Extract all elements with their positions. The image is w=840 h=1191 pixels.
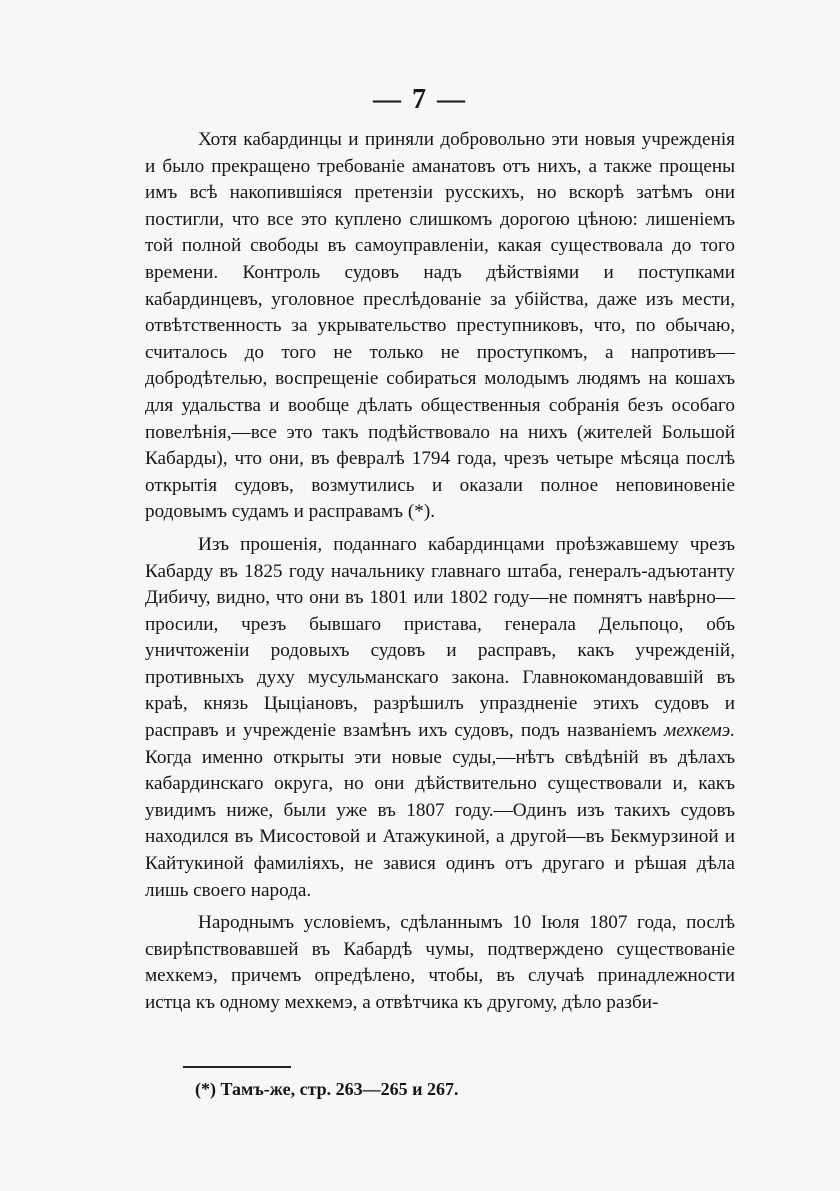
paragraph-2-tail: Когда именно открыты эти новые суды,—нѣтъ свѣдѣній въ дѣлахъ кабардинскаго округа, но они дѣйствительно существовали и, какъ увидимъ ниже, были уже въ 1807 году.—Одинъ изъ такихъ судовъ находился въ Мисостовой и Атажукиной, а другой—въ Бекмурзиной и Кайтукиной фамиліяхъ, не завися одинъ отъ другаго и рѣшая дѣла лишь своего народа. bbox=[145, 746, 735, 901]
paragraph-2 bbox=[145, 532, 735, 904]
footnote: (*) Тамъ-же, стр. 263—265 и 267. bbox=[195, 1079, 459, 1099]
paragraph-2-italic-term: мехкемэ. bbox=[663, 720, 736, 742]
page-number: — 7 — bbox=[373, 84, 467, 115]
paragraph-1: Хотя кабардинцы и приняли добровольно эти новыя учрежденія и было прекращено требованіе аманатовъ отъ нихъ, а также прощены имъ всѣ накопившіяся претензіи русскихъ, но вскорѣ затѣмъ они постигли, что все это куплено слишкомъ дорогою цѣною: лишеніемъ той полной свободы въ самоуправленіи, какая существовала до того времени. Контроль судовъ надъ дѣйствіями и поступками кабардинцевъ, уголовное преслѣдованіе за убійства, даже изъ мести, отвѣтственность за укрывательство преступниковъ, что, по обычаю, считалось до того не только не проступкомъ, а напротивъ—добродѣтелью, воспрещеніе собираться молодымъ людямъ на кошахъ для удальства и вообще дѣлать общественныя собранія безъ особаго повелѣнія,—все это такъ подѣйствовало на нихъ (жителей Большой Кабарды), что они, въ февралѣ 1794 года, чрезъ четыре мѣсяца послѣ открытія судовъ, возмутились и оказали полное неповиновеніе родовымъ судамъ и расправамъ (*). bbox=[145, 129, 735, 523]
paragraph-2-text: Изъ прошенія, поданнаго кабардинцами проѣзжавшему чрезъ Кабарду въ 1825 году начальнику главнаго штаба, генералъ-адъютанту Дибичу, видно, что они въ 1801 или 1802 году—не помнятъ навѣрно—просили, чрезъ бывшаго пристава, генерала Дельпоцо, объ уничтоженіи родовыхъ судовъ и расправъ, какъ учрежденій, противныхъ духу мусульманскаго закона. Главнокомандовавшій въ краѣ, князь Цыціановъ, разрѣшилъ упраздненіе этихъ судовъ и расправъ и учрежденіе взамѣнъ ихъ судовъ, подъ названіемъ bbox=[145, 533, 735, 742]
main-text bbox=[145, 127, 735, 1017]
footnote-divider bbox=[183, 1066, 291, 1068]
paragraph-3: Народнымъ условіемъ, сдѣланнымъ 10 Іюля 1807 года, послѣ свирѣпствовавшей въ Кабардѣ чумы, подтверждено существованіе мехкемэ, причемъ опредѣлено, чтобы, въ случаѣ принадлежности истца къ одному мехкемэ, а отвѣтчика къ другому, дѣло разби- bbox=[145, 912, 735, 1013]
